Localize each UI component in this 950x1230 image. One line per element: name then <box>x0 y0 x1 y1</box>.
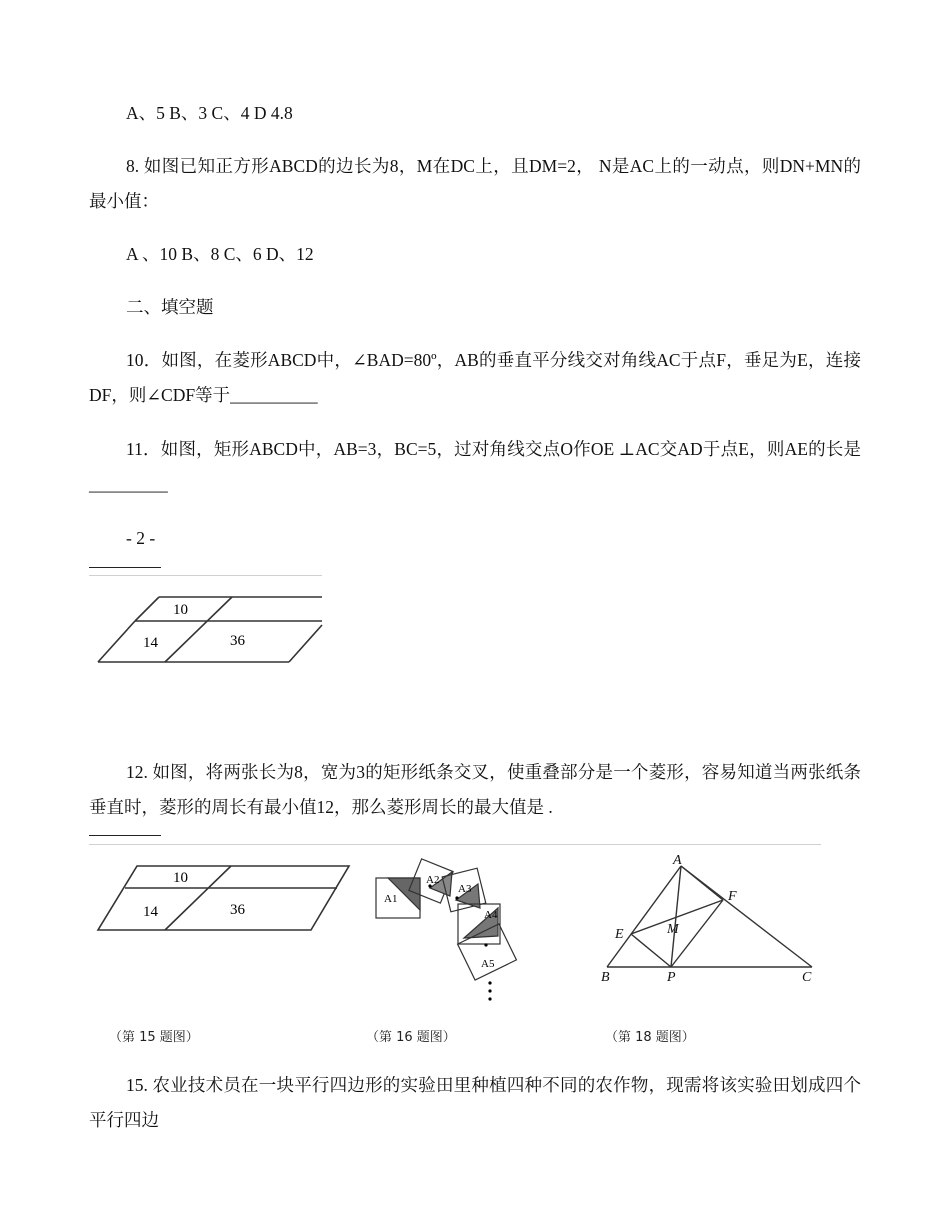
region-label: 14 <box>143 904 158 920</box>
point-label: C <box>802 970 812 985</box>
figure-caption: （第 15 题图） <box>109 1030 199 1045</box>
figure-row-border <box>89 844 821 845</box>
q7-options: A、5 B、3 C、4 D 4.8 <box>126 103 293 123</box>
figure-top-border <box>89 575 322 576</box>
q8-options: A 、10 B、8 C、6 D、12 <box>126 244 314 264</box>
footnote-rule <box>89 835 161 836</box>
question-10: 10．如图，在菱形ABCD中，∠BAD=80º，AB的垂直平分线交对角线AC于点F，垂足为E，连接DF，则∠CDF等于__________ <box>89 350 861 405</box>
footnote-rule <box>89 567 161 568</box>
point-label: M <box>667 922 679 937</box>
point-label: F <box>728 889 737 904</box>
region-label: 14 <box>143 635 158 651</box>
square-label: A2 <box>426 874 440 886</box>
figure-18 <box>597 848 827 1048</box>
region-label: 10 <box>173 870 188 886</box>
question-12: 12. 如图，将两张长为8，宽为3的矩形纸条交叉，使重叠部分是一个菱形，容易知道当两张纸条垂直时，菱形的周长有最小值12，那么菱形周长的最大值是 . <box>89 762 861 817</box>
point-label: B <box>601 970 610 985</box>
figure-parallelogram-top <box>89 585 329 685</box>
square-label: A1 <box>384 893 398 905</box>
figure-caption: （第 16 题图） <box>366 1030 456 1045</box>
point-label: P <box>667 970 676 985</box>
figure-16 <box>360 848 560 1048</box>
region-label: 36 <box>230 633 245 649</box>
question-11: 11．如图，矩形ABCD中，AB=3，BC=5，过对角线交点O作OE ⊥AC交AD于点E，则AE的长是_________ <box>89 439 861 494</box>
question-15: 15. 农业技术员在一块平行四边形的实验田里种植四种不同的农作物，现需将该实验田划成四个平行四边 <box>89 1075 861 1130</box>
figure-caption: （第 18 题图） <box>605 1030 695 1045</box>
square-label: A5 <box>481 958 495 970</box>
region-label: 10 <box>173 602 188 618</box>
question-8: 8. 如图已知正方形ABCD的边长为8，M在DC上，且DM=2， N是AC上的一动点，则DN+MN的最小值： <box>89 156 861 211</box>
square-label: A4 <box>484 909 498 921</box>
figure-15 <box>89 848 359 1048</box>
square-label: A3 <box>458 883 472 895</box>
point-label: A <box>673 853 682 868</box>
point-label: E <box>615 927 624 942</box>
region-label: 36 <box>230 902 245 918</box>
section-fill-in-title: 二、填空题 <box>126 297 214 317</box>
page-number: - 2 - <box>126 528 156 548</box>
